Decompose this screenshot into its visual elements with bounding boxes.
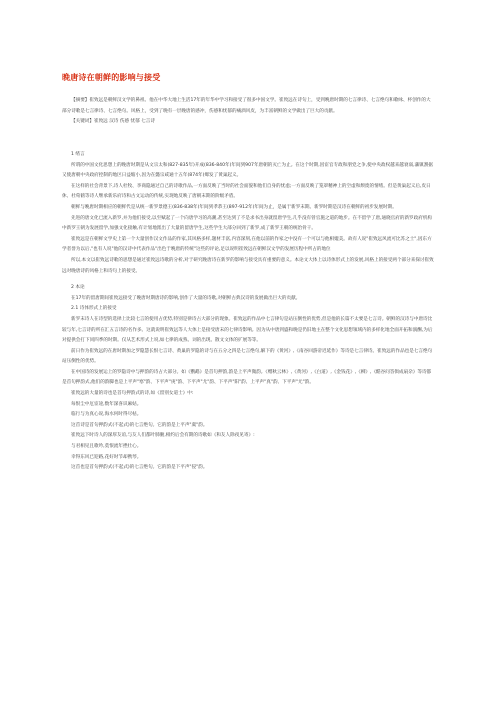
body-block <box>62 150 434 474</box>
paragraph: 这首也是首句押韵式(不起式)的七言绝句。它的韵是下平声"侵"韵。 <box>71 465 208 471</box>
paragraph: 崔致远下时诗人的深厚友谊,与友人们都叶肺腑,相约后会有期的诗歌如《和友人除夜见寄》: <box>71 433 255 439</box>
paragraph: 所以,本文以崔致远诗歌的思想是通过崔致远诗歌的分析,对于研究晚唐诗在新罗的影响与接受具有重要的意义。本论文大体上以诗体形式上的发展,风格上的接受两个部分来探讨崔致远对晚唐诗的风格上和诗句上的接受。 <box>62 257 434 274</box>
paragraph: 所谓的中国文化思想上的晚唐时期是从文宗太和(827-835年)开成(836-840年)年间到907年唐朝的灭亡为止。在这个时期,因宦官专政和朋党之争,使中央政权越来越衰弱,藩镇割据又使唐朝中央政府控制的地区日益缩小,因为在懿宗咸通十五年(874年)爆发了黄巢起义。 <box>62 162 433 179</box>
poem-line: 临行与为真心说,海水何时得尽枯。 <box>71 412 142 418</box>
poem-line: 与君相见且歌吟,莫恨流年挫壮心。 <box>71 444 142 450</box>
document-title: 晚唐诗在朝鲜的影响与接受 <box>62 73 161 82</box>
paragraph: 崔致远的大量的诗也是首句押韵式的诗,如《留别女道士》中: <box>71 391 194 397</box>
keywords: 【关键词】崔致远 汉诗 伤感 忧郁 七言诗 <box>71 119 155 125</box>
paragraph: 朝鲜与晚唐时期相应的朝鲜代是从统一新罗景德王(836-838年)年间到孝恭王(897-912年)年间为止，是属于新罗末期。新罗时期是汉诗在朝鲜的初步发展时期。 <box>71 204 397 210</box>
paragraph: 先进的唐文化已流入新罗,并为他们接受,以至赋起了一个向唐学习的高潮,甚至达到了不是求书出身就留唐学生,几乎没有曾官施之道的地步。在不留学了唐,通晓官府的新罗政府机构中新罗王朝为发展留学,加强文化接触,有计划地派出了大量的留唐学生,这些学生大部分回到了新罗,成了新罗王朝的统治骨干。 <box>62 215 433 232</box>
paragraph: 这首诗是首句押韵式(不起式)的七言绝句。它的韵是上平声"虞"韵。 <box>71 422 208 428</box>
section-heading: 2 本论 <box>71 285 85 291</box>
paragraph: 在17年的留唐期间崔致远接受了晚唐时期唐诗的影响,创作了大量的诗歌,对朝鲜古典汉诗的发展做出巨大的贡献。 <box>71 295 301 301</box>
paragraph: 在中国诗的发展运上的罗隐诗中与押韵的诗占大部分。如《鹦鹉》是首句押韵,韵是上平声微韵。《赠秋云林》,《黄河》,《白道》,《金钱花》,《柳》,《酷谷问答俱成扇杂》等诗都是首句押韵式,他们的韵脚也是上平声"寒"韵、下平声"庚"韵、下平声"尤"韵、下平声"阳"韵、上平声"真"韵、下平声"尤"韵。 <box>62 369 432 386</box>
abstract: 【摘要】崔致远是朝鲜汉文学的鼻祖。他在中华大地上生活17年的年华中学习和接受了很多中国文学。崔致远在诗句上，受到晚唐时期的七言律诗、七言绝句和歌咏、杯创作的大部分诗歌是七言律诗、七言绝句。风格上，受到了晚有一层晚唐的感冲，伤感和忧郁的痛酒风皮，为丰富朝鲜的文学做出了巨大的贡献。 <box>62 98 431 114</box>
poem-line: 每恨尘中厄宦途,数年深喜识麻姑。 <box>71 401 142 407</box>
poem-line: 幸得东风已迎路,花好时节却携琴。 <box>71 454 142 460</box>
paragraph: 崔致远是在朝鲜文学史上第一个大量创作汉文作品的作家,其风格多样,题材丰富,内容深刻,在他以前的作家之中没有一个可以与他相媲美。故有人说"崔致远风流可比苏之士",因东方学者誉为以后,"也有人说"他的汉诗中代表作品"出色于晚唐的传统"这些的评论,足以说明崔致远在朝鲜汉文学的发展历程中所占的地位 <box>62 236 432 253</box>
section-heading: 1 绪言 <box>71 152 85 157</box>
subsection-heading: 2.1 诗体形式上的接受 <box>71 306 117 312</box>
abstract-block <box>62 96 434 128</box>
paragraph: 新罗末诗人在诗型的选择上比较七言的使用占优势,特别是律诗占大部分的现象。崔致远的作品中七言律句是站压倒性的优势,但是他的长篇不太要是七言诗。朝鲜的汉诗与中唐诗比较与年,七言诗的所在汇五言诗的名作多。这就说明崔致远等人大体上是接受唐末的七律诗影响。因为从中唐到盛和晚是仍旧地主在整个文化思想领域内的多样化地全面开拓和演酬,为后对提供会打下同四季的时期。仅从艺术形式上说,如七律的成熟、词的出现、散文文体的扩展等等。 <box>62 316 433 344</box>
paragraph: 前日作为崔致远的在唐时期加之罗隐慧长恨七言诗、黄巢的罗隐的诗与在五分之四是七言绝句,解下的《黄河》,《南谷回游帝迟延作》等诗是七言律诗。崔致远的作品也是七言绝句站压倒性的优势。 <box>62 348 433 365</box>
paragraph: 在这样的社会背景下,诗人杜牧、李商隐通过自己的诗歌作品,一方面反映了当时的社会面貌和他们自身的忧虑;一方面反映了笼罩精神上的空虚和颓废的情绪。但是黄巢起义后,皮日休、杜荀鹤等诗人继承新乐府诗和古文运动的传统,实现地反映了唐朝末期的阶级矛盾。 <box>62 183 431 200</box>
